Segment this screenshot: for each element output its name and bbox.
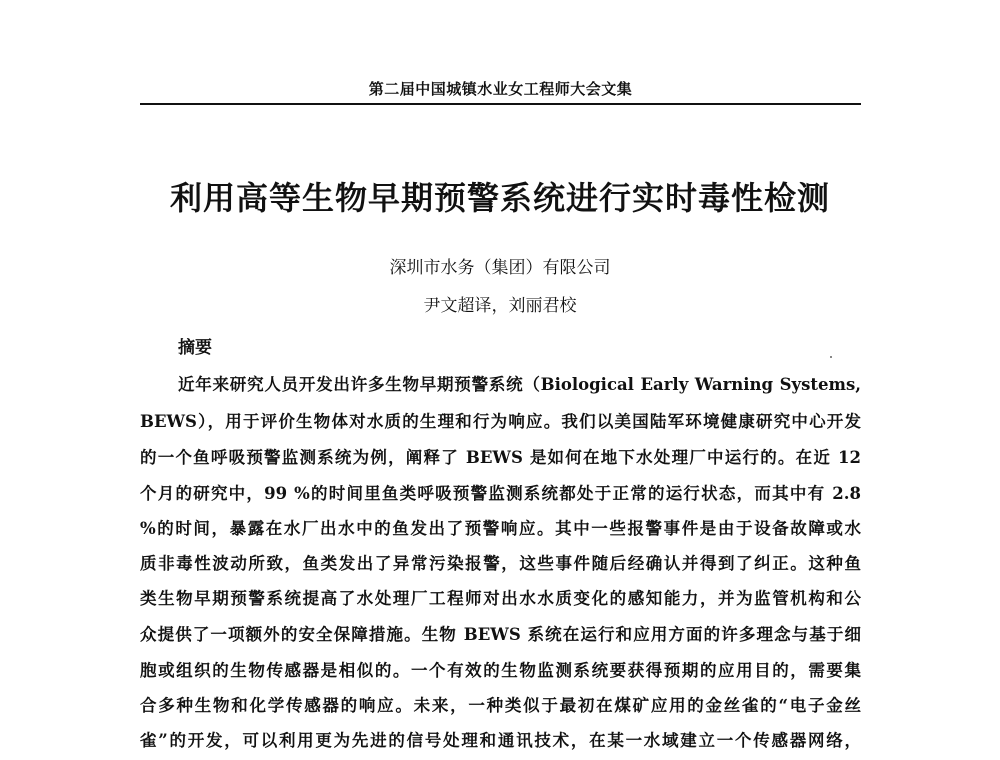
author-names: 尹文超译，刘丽君校: [423, 296, 577, 316]
scan-speck: [830, 356, 832, 358]
abstract-line: 近年来研究人员开发出许多生物早期预警系统（Biological Early Warning Systems,: [178, 375, 861, 394]
abstract-line: 雀”的开发，可以利用更为先进的信号处理和通讯技术，在某一水域建立一个传感器网络，: [140, 731, 861, 750]
abstract-line: 胞或组织的生物传感器是相似的。一个有效的生物监测系统要获得预期的应用目的，需要集: [140, 661, 861, 680]
abstract-line: %的时间，暴露在水厂出水中的鱼发出了预警响应。其中一些报警事件是由于设备故障或水: [140, 519, 861, 538]
author-affiliation: 深圳市水务（集团）有限公司: [389, 258, 611, 278]
running-header: 第二届中国城镇水业女工程师大会文集: [368, 80, 633, 98]
abstract-line: 合多种生物和化学传感器的响应。未来，一种类似于最初在煤矿应用的金丝雀的“电子金丝: [140, 696, 861, 715]
abstract-line: 众提供了一项额外的安全保障措施。生物 BEWS 系统在运行和应用方面的许多理念与基于细: [140, 625, 861, 644]
abstract-line: 类生物早期预警系统提高了水处理厂工程师对出水水质变化的感知能力，并为监管机构和公: [140, 589, 861, 608]
paper-title: 利用高等生物早期预警系统进行实时毒性检测: [169, 179, 830, 217]
header-rule: [140, 103, 861, 105]
abstract-line: 质非毒性波动所致，鱼类发出了异常污染报警，这些事件随后经确认并得到了纠正。这种鱼: [140, 554, 861, 573]
abstract-line: 个月的研究中，99 %的时间里鱼类呼吸预警监测系统都处于正常的运行状态，而其中有 2.8: [140, 484, 861, 503]
abstract-line: BEWS），用于评价生物体对水质的生理和行为响应。我们以美国陆军环境健康研究中心开发: [140, 412, 861, 431]
abstract-heading: 摘要: [178, 338, 212, 358]
abstract-line: 的一个鱼呼吸预警监测系统为例，阐释了 BEWS 是如何在地下水处理厂中运行的。在近 12: [140, 448, 861, 467]
